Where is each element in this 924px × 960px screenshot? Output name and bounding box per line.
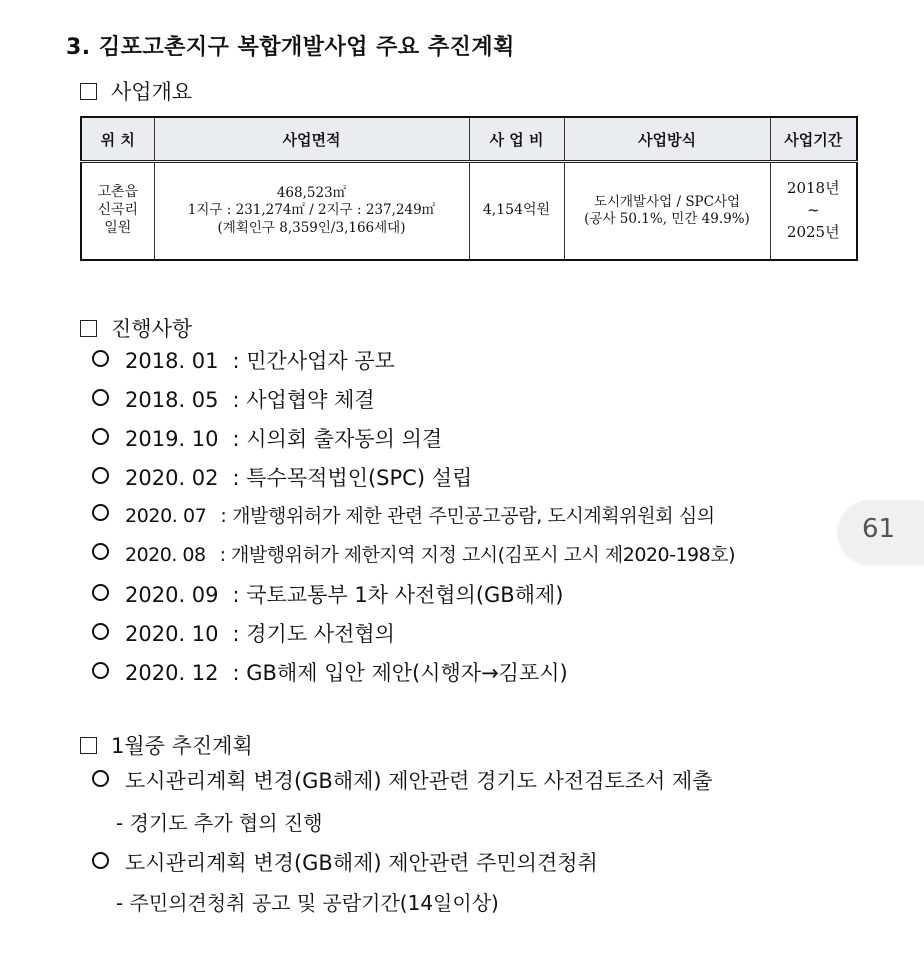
circle-bullet-icon — [92, 467, 109, 484]
circle-bullet-icon — [92, 662, 109, 679]
list-item: 2018. 05 : 사업협약 체결 — [92, 384, 375, 414]
header-area: 사업면적 — [154, 117, 469, 162]
table-row — [81, 162, 857, 261]
page-title: 3. 김포고촌지구 복합개발사업 주요 추진계획 — [66, 35, 515, 60]
list-item: 2020. 12 : GB해제 입안 제안(시행자→김포시) — [92, 657, 568, 687]
header-cost: 사 업 비 — [469, 117, 564, 162]
list-item: 도시관리계획 변경(GB해제) 제안관련 경기도 사전검토조서 제출 — [92, 765, 713, 795]
list-item: 2020. 02 : 특수목적법인(SPC) 설립 — [92, 462, 472, 492]
square-bullet-icon — [80, 83, 97, 100]
section-progress-heading: 진행사항 — [80, 313, 192, 343]
cell-cost: 4,154억원 — [469, 162, 564, 261]
sub-list-item: - 경기도 추가 협의 진행 — [116, 811, 323, 835]
list-item: 2020. 07 : 개발행위허가 제한 관련 주민공고공람, 도시계획위원회 심의 — [92, 501, 715, 528]
section-overview-heading: 사업개요 — [80, 76, 192, 106]
list-item: 2020. 08 : 개발행위허가 제한지역 지정 고시(김포시 고시 제2020-198호) — [92, 540, 735, 567]
circle-bullet-icon — [92, 770, 109, 787]
list-item: 도시관리계획 변경(GB해제) 제안관련 주민의견청취 — [92, 847, 598, 877]
header-period: 사업기간 — [770, 117, 857, 162]
header-location: 위 치 — [81, 117, 154, 162]
list-item: 2019. 10 : 시의회 출자동의 의결 — [92, 423, 442, 453]
sub-list-item: - 주민의견청취 공고 및 공람기간(14일이상) — [116, 891, 499, 915]
overview-table — [80, 116, 858, 261]
square-bullet-icon — [80, 737, 97, 754]
square-bullet-icon — [80, 320, 97, 337]
page-number: 61 — [862, 514, 896, 544]
cell-area: 468,523㎡ 1지구 : 231,274㎡ / 2지구 : 237,249㎡ (계획인구 8,359인/3,166세대) — [154, 162, 469, 261]
cell-method: 도시개발사업 / SPC사업 (공사 50.1%, 민간 49.9%) — [564, 162, 770, 261]
list-item: 2018. 01 : 민간사업자 공모 — [92, 345, 395, 375]
circle-bullet-icon — [92, 584, 109, 601]
circle-bullet-icon — [92, 389, 109, 406]
circle-bullet-icon — [92, 350, 109, 367]
header-method: 사업방식 — [564, 117, 770, 162]
cell-location: 고촌읍 신곡리 일원 — [81, 162, 154, 261]
table-header-row — [81, 117, 857, 162]
section-plan-heading: 1월중 추진계획 — [80, 730, 253, 760]
list-item: 2020. 09 : 국토교통부 1차 사전협의(GB해제) — [92, 579, 563, 609]
cell-period: 2018년 ~ 2025년 — [770, 162, 857, 261]
circle-bullet-icon — [92, 623, 109, 640]
circle-bullet-icon — [92, 428, 109, 445]
list-item: 2020. 10 : 경기도 사전협의 — [92, 618, 395, 648]
circle-bullet-icon — [92, 543, 109, 560]
circle-bullet-icon — [92, 852, 109, 869]
circle-bullet-icon — [92, 504, 109, 521]
page-number-badge — [838, 500, 924, 564]
